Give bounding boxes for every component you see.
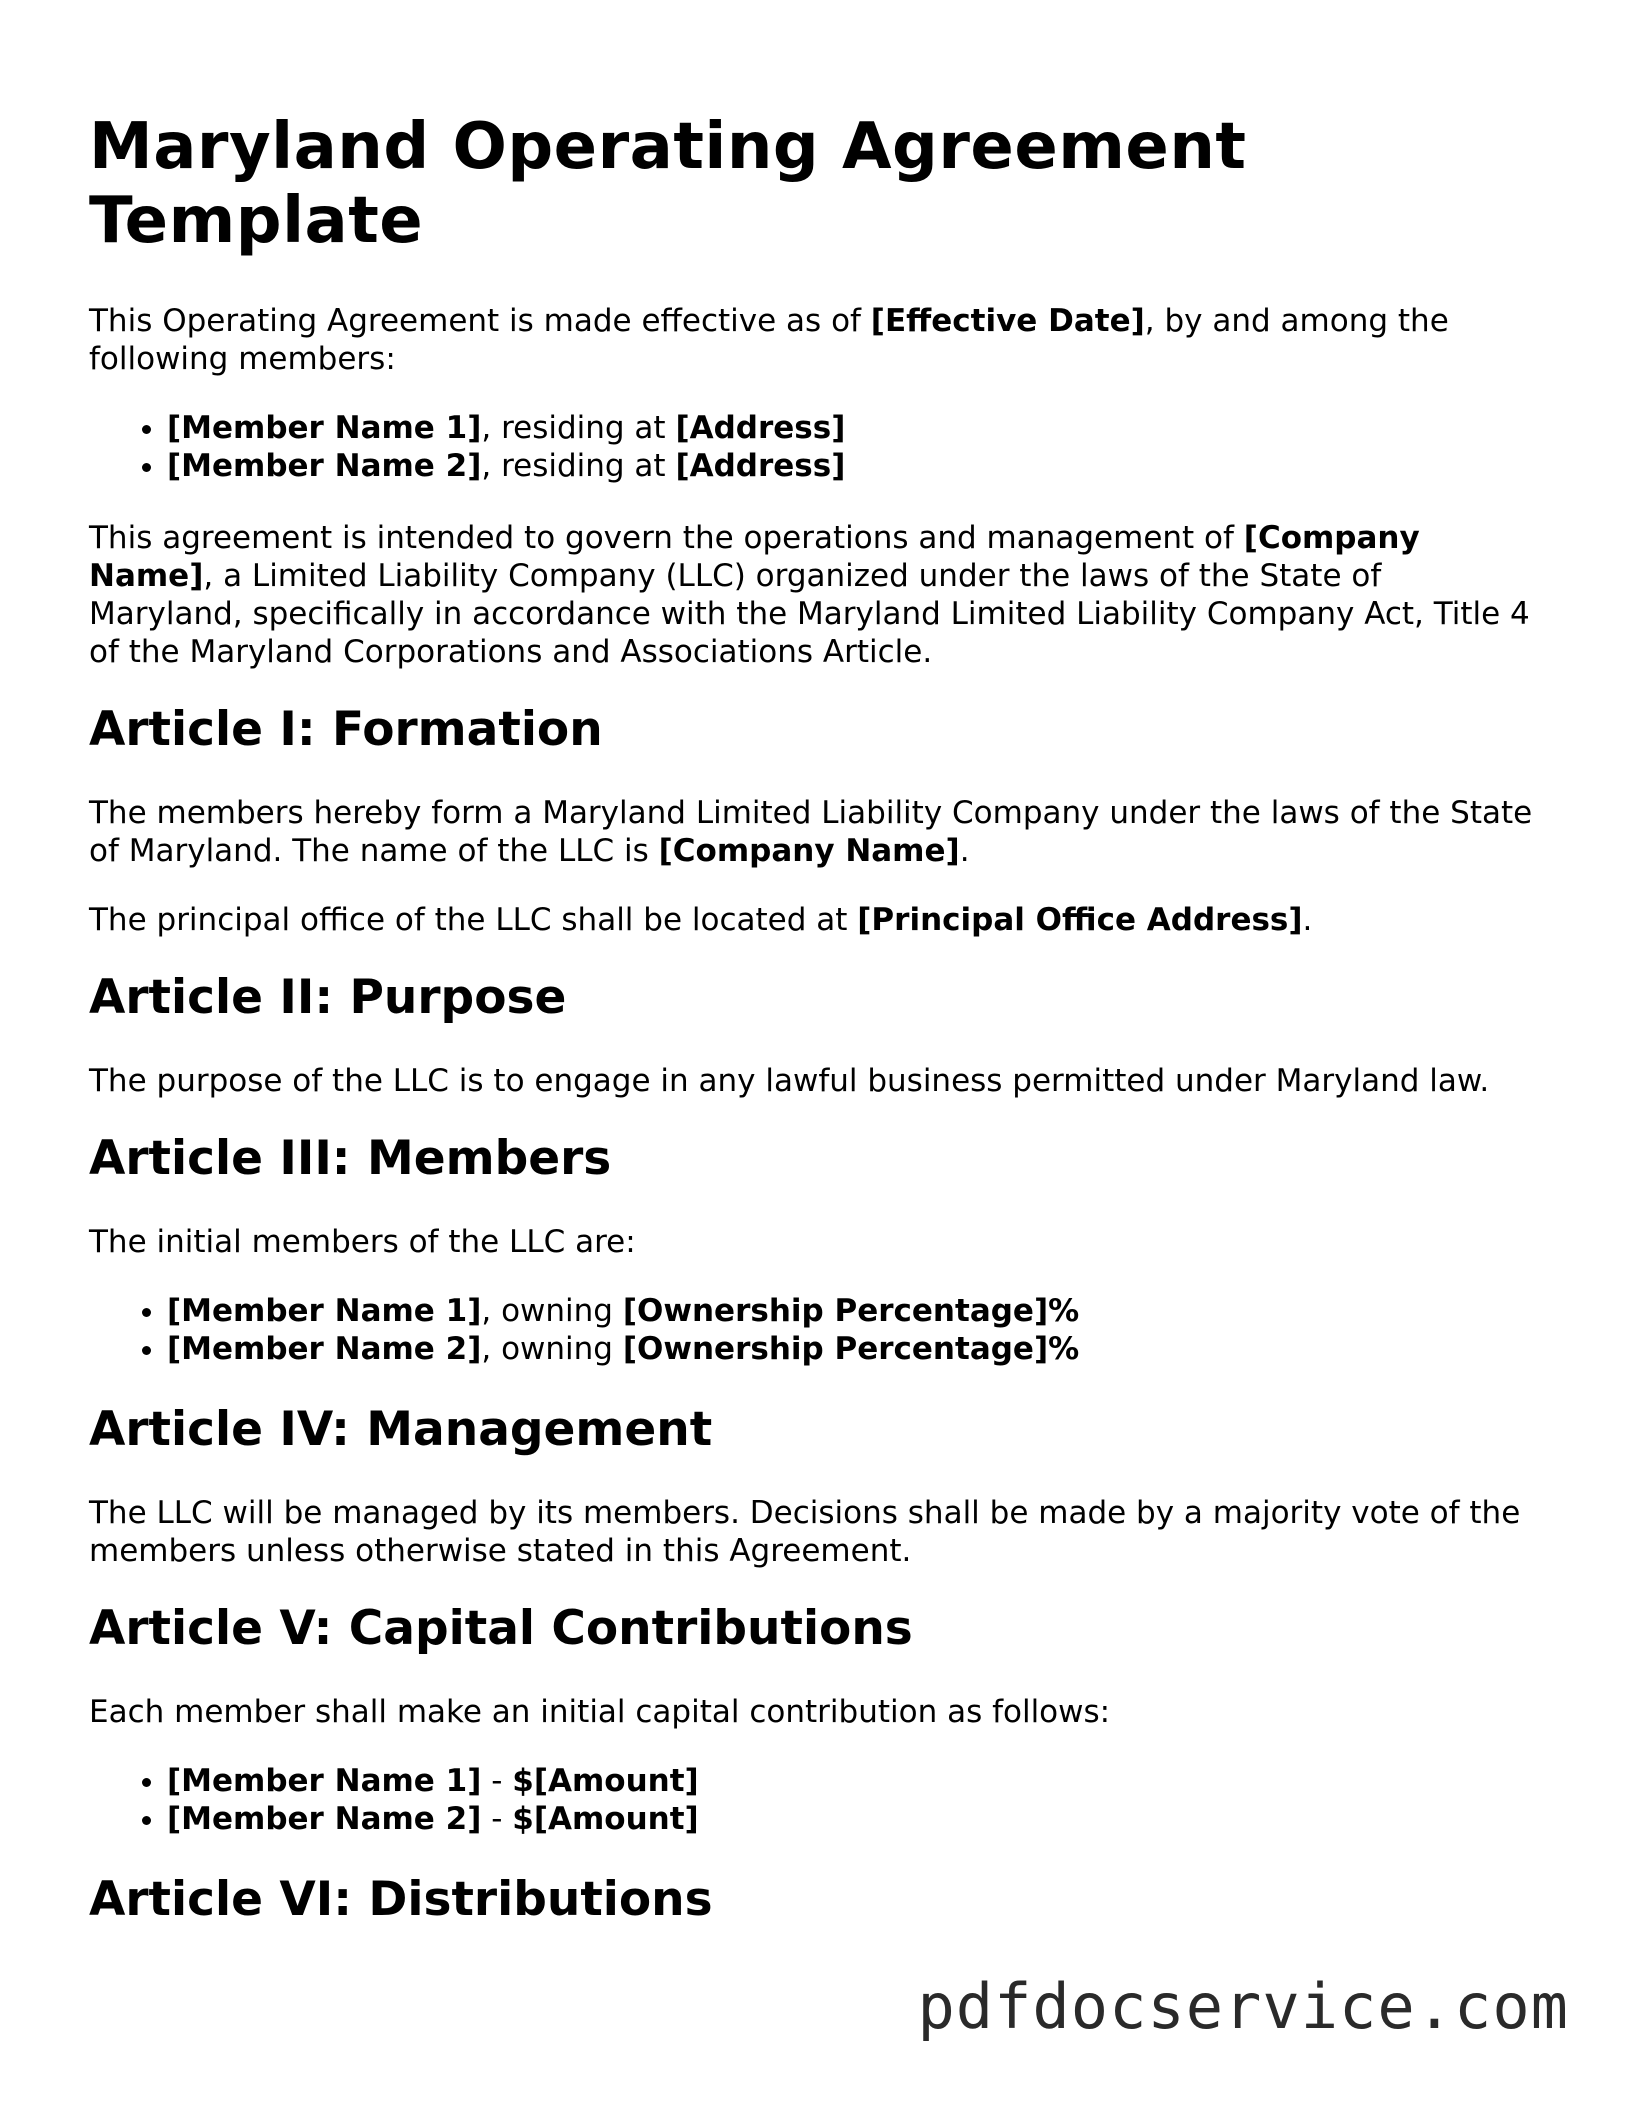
article-5-heading: Article V: Capital Contributions [89,1601,913,1656]
effective-date-placeholder: [Effective Date] [870,303,1145,339]
article-1-paragraph-1: The members hereby form a Maryland Limited Liability Company under the laws of the State of Maryland. The name of the LLC is [Company Name]. [89,795,1533,869]
govern-paragraph: This agreement is intended to govern the operations and management of [Company Name], a Limited Liability Company (LLC) organized under the laws of the State of Maryland, specifically in accordance with the Maryland Limited Liability Company Act, Title 4 of the Maryland Corporations and Associations Article. [89,520,1530,670]
document-page [89,110,1539,1964]
article-1-heading: Article I: Formation [89,702,603,757]
list-item: • [Member Name 1] - $[Amount] [167,1762,1539,1800]
list-item: • [Member Name 2], residing at [Address] [167,447,1539,485]
article-3-paragraph: The initial members of the LLC are: [89,1224,636,1260]
article-4-heading: Article IV: Management [89,1402,713,1457]
contributions-list [89,1762,1539,1838]
list-item: • [Member Name 1], owning [Ownership Percentage]% [167,1292,1539,1330]
article-2-heading: Article II: Purpose [89,970,567,1025]
article-2-paragraph: The purpose of the LLC is to engage in any lawful business permitted under Maryland law. [89,1063,1490,1099]
list-item: • [Member Name 2], owning [Ownership Percentage]% [167,1330,1539,1368]
ownership-list [89,1292,1539,1368]
list-item: • [Member Name 2] - $[Amount] [167,1800,1539,1838]
article-4-paragraph: The LLC will be managed by its members. Decisions shall be made by a majority vote of the members unless otherwise stated in this Agreement. [89,1495,1521,1569]
members-address-list [89,409,1539,485]
intro-paragraph: This Operating Agreement is made effective as of [Effective Date], by and among the following members: [89,303,1449,377]
article-5-paragraph: Each member shall make an initial capital contribution as follows: [89,1694,1111,1730]
list-item: • [Member Name 1], residing at [Address] [167,409,1539,447]
article-1-paragraph-2: The principal office of the LLC shall be located at [Principal Office Address]. [89,902,1313,938]
article-3-heading: Article III: Members [89,1131,612,1186]
page-title: Maryland Operating Agreement Template [89,110,1247,258]
watermark: pdfdocservice.com [917,1970,1569,2043]
article-6-heading: Article VI: Distributions [89,1872,713,1927]
company-name-placeholder: [Company Name] [89,520,1420,594]
